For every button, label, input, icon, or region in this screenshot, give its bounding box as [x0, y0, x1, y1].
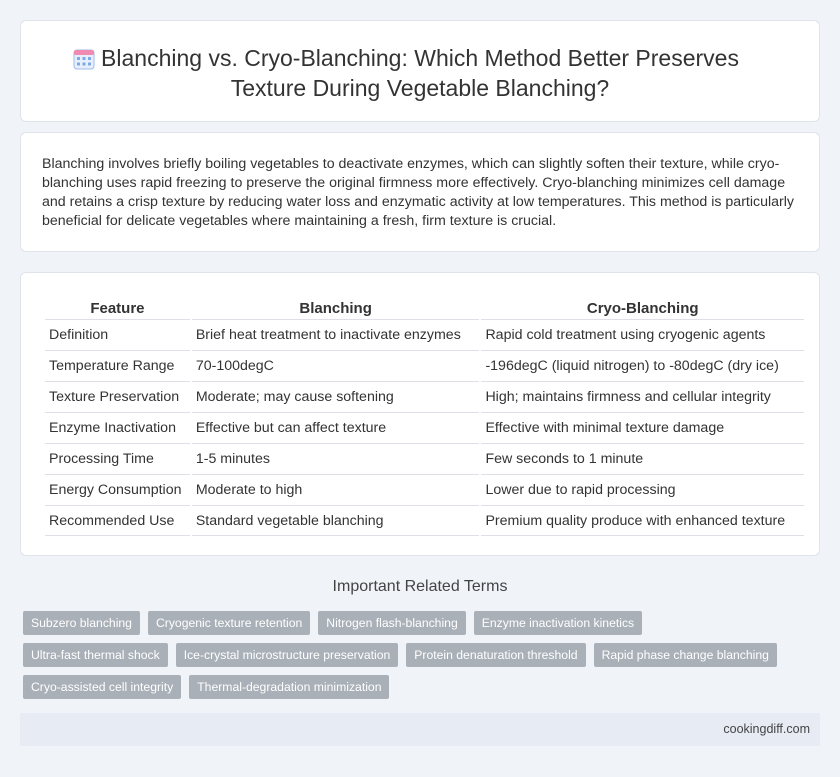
table-cell: 1-5 minutes: [192, 443, 480, 474]
footer-site-link[interactable]: cookingdiff.com: [723, 722, 810, 736]
table-cell: Standard vegetable blanching: [192, 505, 480, 536]
table-cell: Processing Time: [45, 443, 190, 474]
table-cell: Rapid cold treatment using cryogenic agents: [481, 319, 804, 350]
table-cell: Enzyme Inactivation: [45, 412, 190, 443]
page-title-line-2: Texture During Vegetable Blanching?: [230, 75, 610, 101]
table-row: [45, 505, 804, 536]
comparison-table: [43, 295, 806, 536]
table-cell: Definition: [45, 319, 190, 350]
related-term-tag[interactable]: Enzyme inactivation kinetics: [474, 611, 642, 635]
table-cell: Few seconds to 1 minute: [481, 443, 804, 474]
related-term-tag[interactable]: Ultra-fast thermal shock: [23, 643, 168, 667]
page-title-line-1: Blanching vs. Cryo-Blanching: Which Method Better Preserves: [101, 45, 739, 71]
table-row: [45, 319, 804, 350]
table-header-row: [45, 295, 804, 319]
related-terms-title: Important Related Terms: [332, 578, 508, 595]
related-term-tag[interactable]: Protein denaturation threshold: [406, 643, 585, 667]
table-cell: Recommended Use: [45, 505, 190, 536]
table-cell: Temperature Range: [45, 350, 190, 381]
table-cell: High; maintains firmness and cellular integrity: [481, 381, 804, 412]
table-cell: -196degC (liquid nitrogen) to -80degC (dry ice): [481, 350, 804, 381]
related-term-tag[interactable]: Ice-crystal microstructure preservation: [176, 643, 399, 667]
related-term-tag[interactable]: Nitrogen flash-blanching: [318, 611, 465, 635]
intro-paragraph: Blanching involves briefly boiling vegetables to deactivate enzymes, which can slightly soften their texture, while cryo-blanching uses rapid freezing to preserve the original firmness more effectively. Cryo-blanching minimizes cell damage and retains a crisp texture by reducing water loss and enzymatic activity at low temperatures. This method is particularly beneficial for delicate vegetables where maintaining a fresh, firm texture is crucial.: [42, 156, 795, 229]
table-cell: Brief heat treatment to inactivate enzymes: [192, 319, 480, 350]
table-row: [45, 412, 804, 443]
related-terms-tags: [23, 611, 793, 699]
intro-card: [20, 132, 820, 252]
header-card: [20, 20, 820, 122]
page-title: [21, 43, 819, 103]
table-row: [45, 443, 804, 474]
header-cryo-blanching: Cryo-Blanching: [586, 300, 699, 317]
footer-bar: [20, 713, 820, 746]
comparison-table-card: [20, 272, 820, 556]
related-term-tag[interactable]: Cryo-assisted cell integrity: [23, 675, 181, 699]
table-cell: Moderate; may cause softening: [192, 381, 480, 412]
table-cell: Energy Consumption: [45, 474, 190, 505]
header-feature: Feature: [90, 300, 145, 317]
table-row: [45, 381, 804, 412]
table-cell: Effective but can affect texture: [192, 412, 480, 443]
table-cell: 70-100degC: [192, 350, 480, 381]
table-cell: Effective with minimal texture damage: [481, 412, 804, 443]
table-row: [45, 474, 804, 505]
table-cell: Moderate to high: [192, 474, 480, 505]
table-cell: Texture Preservation: [45, 381, 190, 412]
related-term-tag[interactable]: Subzero blanching: [23, 611, 140, 635]
table-cell: Lower due to rapid processing: [481, 474, 804, 505]
header-blanching: Blanching: [299, 300, 372, 317]
related-term-tag[interactable]: Rapid phase change blanching: [594, 643, 777, 667]
table-cell: Premium quality produce with enhanced texture: [481, 505, 804, 536]
table-row: [45, 350, 804, 381]
related-term-tag[interactable]: Cryogenic texture retention: [148, 611, 310, 635]
related-term-tag[interactable]: Thermal-degradation minimization: [189, 675, 389, 699]
